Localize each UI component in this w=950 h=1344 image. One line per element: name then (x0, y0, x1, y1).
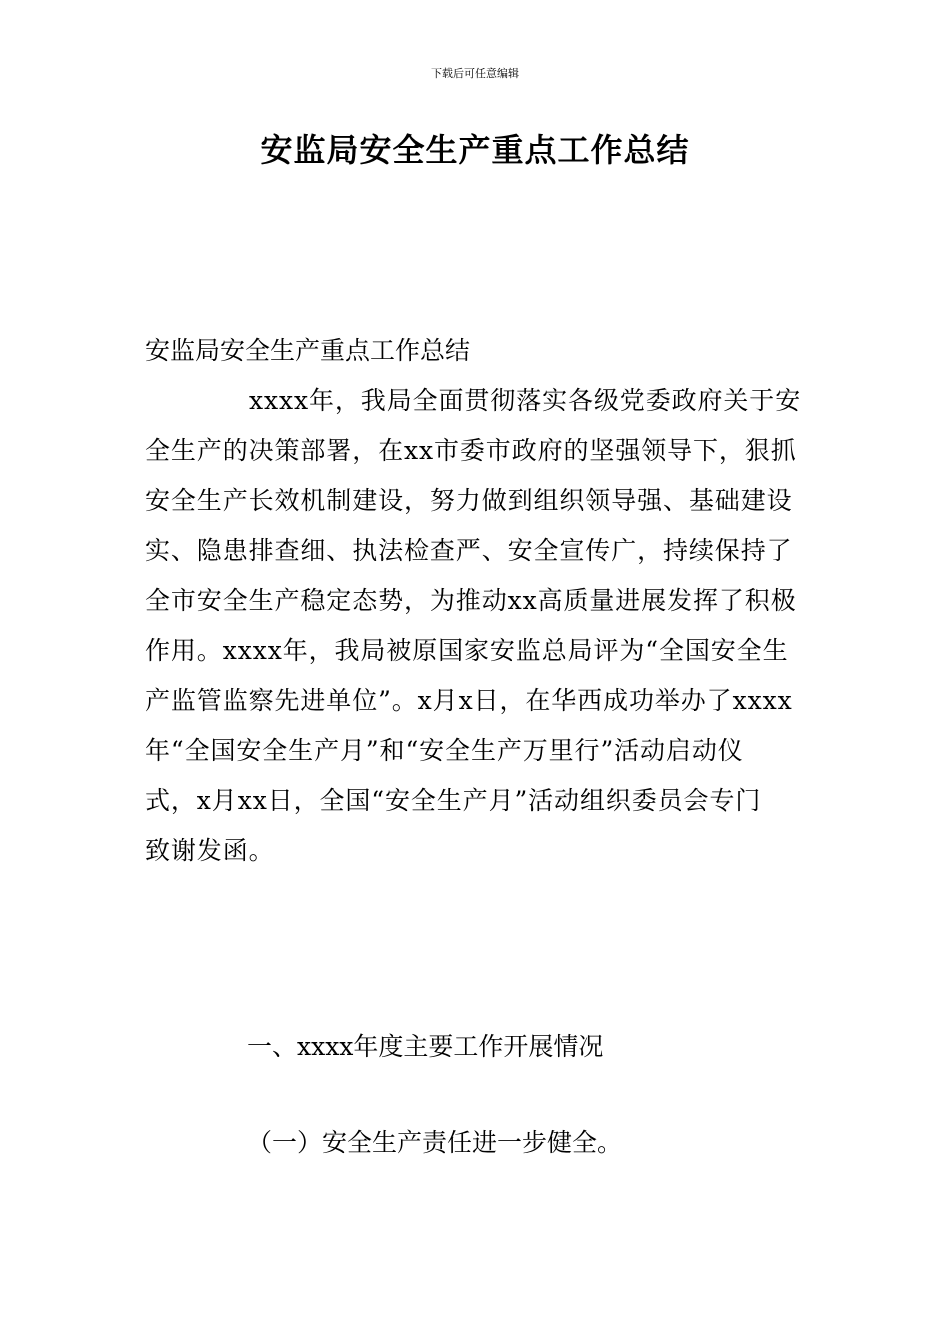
sub-heading: （一）安全生产责任进一步健全。 (247, 1128, 623, 1157)
header-note: 下载后可任意编辑 (431, 67, 519, 80)
paragraph-line: 安全生产长效机制建设，努力做到组织领导强、基础建设 (145, 486, 793, 515)
document-title: 安监局安全生产重点工作总结 (260, 131, 690, 169)
paragraph-line: 年“全国安全生产月”和“安全生产万里行”活动启动仪 (145, 736, 744, 765)
paragraph-line: xxxx年，我局全面贯彻落实各级党委政府关于安 (249, 386, 802, 415)
paragraph-line: 产监管监察先进单位”。x月x日，在华西成功举办了xxxx (145, 686, 793, 715)
body-paragraph (145, 376, 810, 876)
document-subtitle: 安监局安全生产重点工作总结 (145, 336, 471, 365)
paragraph-line: 式，x月xx日，全国“安全生产月”活动组织委员会专门 (145, 786, 762, 815)
paragraph-line: 致谢发函。 (145, 836, 275, 865)
paragraph-line: 实、隐患排查细、执法检查严、安全宣传广，持续保持了 (145, 536, 793, 565)
paragraph-line: 作用。xxxx年，我局被原国家安监总局评为“全国安全生 (145, 636, 789, 665)
section-heading: 一、xxxx年度主要工作开展情况 (247, 1032, 604, 1061)
paragraph-line: 全生产的决策部署，在xx市委市政府的坚强领导下，狠抓 (145, 436, 797, 465)
paragraph-line: 全市安全生产稳定态势，为推动xx高质量进展发挥了积极 (145, 586, 797, 615)
